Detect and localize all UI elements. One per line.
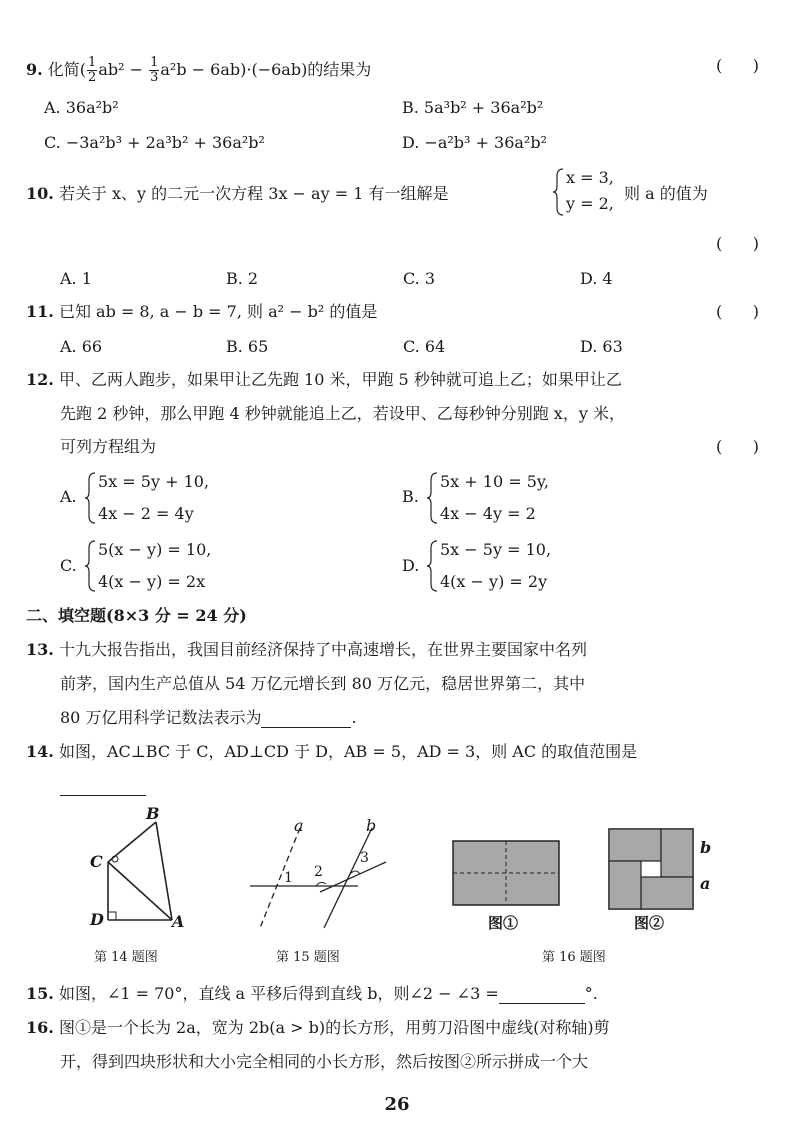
q12-a-eq-2: 4x − 2 = 4y — [98, 504, 194, 523]
brace-icon — [426, 538, 440, 594]
brace-icon — [552, 166, 566, 218]
q12-d-eq-2: 4(x − y) = 2y — [440, 572, 548, 591]
q9-frac-1-num: 1 — [88, 55, 97, 70]
q12-option-d-label[interactable]: D. — [402, 556, 420, 575]
brace-icon — [84, 538, 98, 594]
q12-b-eq-1: 5x + 10 = 5y, — [440, 472, 549, 491]
q12-option-a-system[interactable] — [84, 470, 284, 526]
q13-text-1: 十九大报告指出，我国目前经济保持了中高速增长，在世界主要国家中名列 — [58, 640, 587, 659]
q13-text-3: 80 万亿用科学记数法表示为 — [60, 708, 262, 727]
q12-d-eq-1: 5x − 5y = 10, — [440, 540, 552, 559]
q14-number: 14. — [26, 742, 54, 761]
q12-line-3: 可列方程组为 — [60, 437, 157, 456]
brace-icon — [84, 470, 98, 526]
q12-line-2: 先跑 2 秒钟，那么甲跑 4 秒钟就能追上乙，若设甲、乙每秒钟分别跑 x，y 米， — [60, 404, 625, 423]
q12-number: 12. — [26, 370, 54, 389]
q9-answer-paren[interactable]: ( ) — [716, 56, 759, 75]
q9-term-1: ab² − — [98, 60, 144, 79]
q15-end: °. — [584, 984, 598, 1003]
q10-option-d[interactable]: D. 4 — [580, 269, 613, 288]
q12-b-eq-2: 4x − 4y = 2 — [440, 504, 536, 523]
q11-option-a[interactable]: A. 66 — [60, 337, 103, 356]
fig14-label-a: A — [172, 912, 185, 931]
fig15-label-3: 3 — [360, 850, 369, 866]
fig16-label-b: b — [700, 838, 712, 857]
q12-option-b-system[interactable] — [426, 470, 626, 526]
q15-stem — [26, 984, 598, 1004]
q10-number: 10. — [26, 184, 54, 203]
q15-answer-blank[interactable] — [499, 985, 585, 1004]
q14-answer-blank[interactable] — [60, 777, 146, 796]
q10-system-eq-1: x = 3, — [566, 168, 614, 187]
fig15-label-a: a — [294, 816, 304, 835]
q9-frac-2-num: 1 — [150, 55, 159, 70]
q15-text: 如图，∠1 = 70°，直线 a 平移后得到直线 b，则∠2 − ∠3 = — [58, 984, 499, 1003]
fig14-label-c: C — [90, 852, 103, 871]
q10-answer-paren[interactable]: ( ) — [716, 234, 759, 253]
q12-a-eq-1: 5x = 5y + 10, — [98, 472, 210, 491]
figure-15-caption: 第 15 题图 — [276, 950, 340, 965]
q10-system — [552, 166, 632, 218]
q16-number: 16. — [26, 1018, 54, 1037]
figure-16-1 — [452, 840, 562, 910]
q9-frac-1-den: 2 — [88, 70, 97, 85]
fig15-label-1: 1 — [284, 870, 293, 886]
figure-16-caption: 第 16 题图 — [542, 950, 606, 965]
q14-text: 如图，AC⊥BC 于 C，AD⊥CD 于 D，AB = 5，AD = 3，则 AC 的取值范围是 — [58, 742, 638, 761]
q9-option-b[interactable]: B. 5a³b² + 36a²b² — [402, 98, 544, 117]
figure-16-2-label: 图② — [634, 914, 665, 932]
q13-line-1 — [26, 640, 587, 660]
q11-option-d[interactable]: D. 63 — [580, 337, 623, 356]
q11-number: 11. — [26, 302, 54, 321]
q10-option-a[interactable]: A. 1 — [60, 269, 92, 288]
fig15-label-2: 2 — [314, 864, 323, 880]
q9-frac-2-den: 3 — [150, 70, 159, 85]
q13-line-3 — [60, 708, 357, 728]
figure-15 — [246, 812, 396, 932]
q12-option-c-system[interactable] — [84, 538, 284, 594]
q16-line-1 — [26, 1018, 610, 1038]
figure-16-2 — [608, 828, 712, 912]
section-2-heading: 二、填空题(8×3 分 = 24 分) — [26, 606, 247, 625]
q16-line-2: 开，得到四块形状和大小完全相同的小长方形，然后按图②所示拼成一个大 — [60, 1052, 589, 1071]
q9-option-a[interactable]: A. 36a²b² — [44, 98, 119, 117]
q15-number: 15. — [26, 984, 54, 1003]
q16-text-1: 图①是一个长为 2a，宽为 2b(a > b)的长方形，用剪刀沿图中虚线(对称轴)剪 — [58, 1018, 610, 1037]
q9-pre: 化简( — [47, 60, 87, 79]
q11-option-b[interactable]: B. 65 — [226, 337, 269, 356]
q12-c-eq-1: 5(x − y) = 10, — [98, 540, 212, 559]
q9-frac-1 — [87, 56, 97, 85]
q13-answer-blank[interactable] — [261, 709, 351, 728]
page-number: 26 — [384, 1094, 410, 1115]
fig14-label-b: B — [146, 804, 160, 823]
q11-text: 已知 ab = 8, a − b = 7, 则 a² − b² 的值是 — [58, 302, 378, 321]
q12-answer-paren[interactable]: ( ) — [716, 437, 759, 456]
q10-option-b[interactable]: B. 2 — [226, 269, 259, 288]
fig16-label-a: a — [700, 874, 711, 893]
fig14-label-d: D — [90, 910, 104, 929]
figure-14-caption: 第 14 题图 — [94, 950, 158, 965]
q10-tail: 则 a 的值为 — [624, 184, 708, 203]
q10-system-eq-2: y = 2, — [566, 194, 614, 213]
q12-option-c-label[interactable]: C. — [60, 556, 77, 575]
q11-option-c[interactable]: C. 64 — [403, 337, 446, 356]
figure-16-1-diagram — [452, 840, 562, 910]
q9-stem — [26, 56, 371, 85]
q12-text-1: 甲、乙两人跑步，如果甲让乙先跑 10 米，甲跑 5 秒钟就可追上乙；如果甲让乙 — [58, 370, 622, 389]
figure-14 — [80, 804, 190, 934]
brace-icon — [426, 470, 440, 526]
q9-number: 9. — [26, 60, 43, 79]
q12-c-eq-2: 4(x − y) = 2x — [98, 572, 206, 591]
q12-option-d-system[interactable] — [426, 538, 626, 594]
figure-16-1-label: 图① — [488, 914, 519, 932]
fig15-label-b: b — [366, 816, 377, 835]
q14-stem — [26, 742, 637, 762]
q12-option-a-label[interactable]: A. — [60, 487, 77, 506]
q10-option-c[interactable]: C. 3 — [403, 269, 436, 288]
q10-stem — [26, 184, 448, 204]
q9-option-c[interactable]: C. −3a²b³ + 2a³b² + 36a²b² — [44, 133, 265, 152]
q13-number: 13. — [26, 640, 54, 659]
q10-text: 若关于 x、y 的二元一次方程 3x − ay = 1 有一组解是 — [58, 184, 449, 203]
q14-answer-line — [60, 776, 146, 796]
q12-line-1 — [26, 370, 622, 390]
q9-option-d[interactable]: D. −a²b³ + 36a²b² — [402, 133, 547, 152]
q9-term-2: a²b − 6ab)·(−6ab)的结果为 — [160, 60, 372, 79]
q13-end: . — [351, 708, 357, 727]
q11-answer-paren[interactable]: ( ) — [716, 302, 759, 321]
q12-option-b-label[interactable]: B. — [402, 487, 419, 506]
q13-line-2: 前茅，国内生产总值从 54 万亿元增长到 80 万亿元，稳居世界第二，其中 — [60, 674, 586, 693]
q9-frac-2 — [149, 56, 159, 85]
q11-stem — [26, 302, 377, 322]
figure-16-2-diagram — [608, 828, 698, 912]
